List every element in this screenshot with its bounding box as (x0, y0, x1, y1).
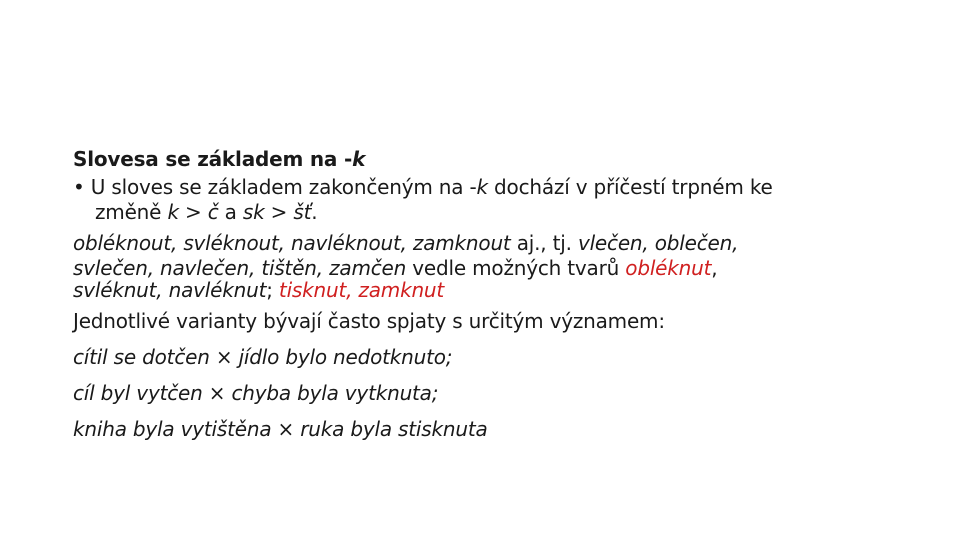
bullet-line2-end: . (311, 200, 318, 224)
variants-line: Jednotlivé varianty bývají často spjaty s určitým významem: (73, 309, 665, 333)
bullet-line1-italic: k (476, 175, 488, 199)
paragraph-line-1 (73, 229, 893, 257)
bullet-line2-gt2: > (264, 200, 294, 224)
slide-content (73, 145, 893, 443)
para2-highlight: obléknut (625, 256, 712, 280)
paragraph-line-3 (73, 279, 893, 301)
bullet-line2-k: k (167, 200, 179, 224)
bullet-line1: U sloves se základem zakončeným na - (90, 175, 477, 199)
slide-heading (73, 145, 893, 173)
para1-forms: vlečen, oblečen, (577, 231, 739, 255)
para2-forms: svlečen, navlečen, tištěn, zamčen (73, 256, 407, 280)
bullet-line2-gt1: > (178, 200, 208, 224)
para2-end: , (711, 256, 718, 280)
para3-highlight: tisknut, zamknut (278, 278, 445, 302)
bullet-line1-end: dochází v příčestí trpném ke (487, 175, 773, 199)
para1-mid: aj., tj. (510, 231, 578, 255)
bullet-marker: • (73, 175, 85, 199)
example-2: cíl byl vytčen × chyba byla vytknuta; (73, 381, 439, 405)
bullet-line2-sk: sk (242, 200, 265, 224)
para3-mid: ; (266, 278, 279, 302)
bullet-line2-c: č (207, 200, 219, 224)
paragraph-line-2 (73, 257, 893, 279)
heading-italic-k: k (352, 147, 366, 171)
bullet-item (73, 173, 893, 201)
heading-text: Slovesa se základem na - (73, 147, 353, 171)
para2-mid: vedle možných tvarů (406, 256, 626, 280)
bullet-line2-and: a (218, 200, 243, 224)
example-3: kniha byla vytištěna × ruka byla stisknuta (73, 417, 488, 441)
para3-forms: svléknut, navléknut (73, 278, 267, 302)
example-1: cítil se dotčen × jídlo bylo nedotknuto; (73, 345, 453, 369)
para1-verbs: obléknout, svléknout, navléknout, zamknout (73, 231, 511, 255)
bullet-line2-start: změně (95, 200, 168, 224)
bullet-line2-st: šť (293, 200, 312, 224)
bullet-continuation (73, 201, 893, 223)
